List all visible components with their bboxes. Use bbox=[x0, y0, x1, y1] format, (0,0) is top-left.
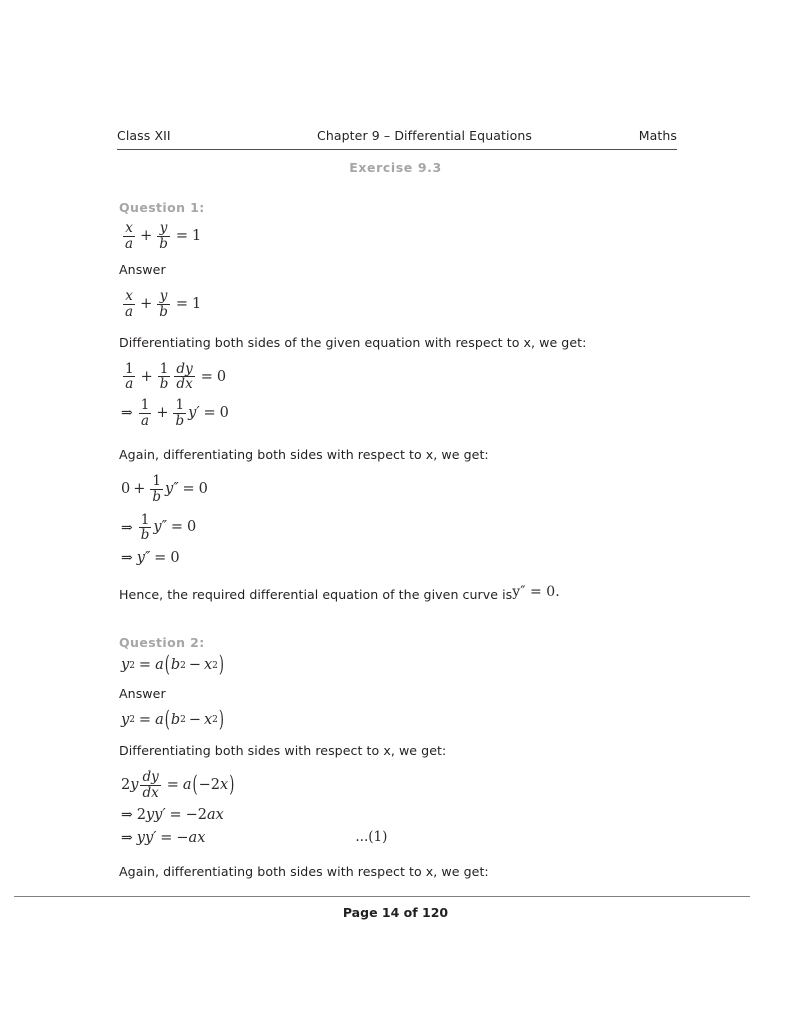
question-2-label: Question 2: bbox=[119, 635, 205, 651]
a-variable: a bbox=[182, 776, 192, 793]
number-zero: 0 bbox=[198, 481, 208, 498]
minus-sign: − bbox=[198, 776, 211, 793]
paren-open: ( bbox=[164, 652, 170, 679]
plus-sign: + bbox=[140, 227, 153, 244]
fraction-one-over-b: $\frac{1}{b}$ bbox=[140, 511, 150, 544]
question-2-step-2-text: Again, differentiating both sides with respect to x, we get: bbox=[119, 864, 489, 880]
prime-mark: ′ bbox=[162, 807, 166, 824]
paren-open: ( bbox=[164, 707, 170, 734]
a-variable: a bbox=[207, 807, 216, 824]
a-variable: a bbox=[188, 829, 198, 846]
a-variable: a bbox=[155, 657, 164, 674]
number-zero: 0 bbox=[216, 368, 227, 385]
question-1-step-1-text: Differentiating both sides of the given equation with respect to x, we get: bbox=[119, 334, 587, 350]
number-one: 1 bbox=[192, 296, 202, 313]
header-subject-label: Maths bbox=[638, 128, 677, 143]
fraction-x-over-a: $\frac{x}{a}$ bbox=[125, 220, 134, 252]
page-number-footer: Page 14 of 120 bbox=[342, 905, 449, 920]
equals-sign: = bbox=[138, 712, 152, 729]
fraction-dy-over-dx bbox=[174, 362, 194, 392]
number-one: 1 bbox=[192, 227, 202, 244]
question-1-restated-equation bbox=[121, 289, 679, 319]
y-variable: y bbox=[121, 657, 130, 674]
implies-arrow: ⇒ bbox=[121, 519, 133, 536]
question-1-equation-3 bbox=[121, 474, 679, 504]
equals-sign: = bbox=[160, 829, 173, 846]
fraction-y-over-b: $\frac{y}{b}$ bbox=[159, 288, 168, 320]
y-variable: y bbox=[145, 807, 155, 824]
plus-sign: + bbox=[156, 404, 169, 421]
question-1-conclusion-text: Hence, the required differential equation of the given curve is bbox=[119, 587, 513, 603]
a-variable: a bbox=[155, 712, 164, 729]
plus-sign: + bbox=[133, 481, 146, 498]
prime-mark: ′ bbox=[196, 404, 200, 421]
equals-sign: = bbox=[182, 481, 195, 498]
prime-mark: ′ bbox=[153, 829, 157, 846]
header-row bbox=[117, 128, 677, 143]
paren-close: ) bbox=[218, 652, 224, 679]
implies-arrow: ⇒ bbox=[121, 807, 133, 824]
dy-numerator: dy bbox=[142, 768, 159, 785]
number-zero: 0 bbox=[170, 549, 180, 566]
plus-sign: + bbox=[140, 368, 153, 385]
y-variable: y bbox=[144, 829, 154, 846]
y-variable: y bbox=[121, 712, 130, 729]
minus-sign: − bbox=[188, 657, 201, 674]
x-variable: x bbox=[203, 712, 213, 729]
paren-open: ( bbox=[192, 772, 198, 798]
y-variable: y bbox=[153, 519, 162, 536]
question-1-answer-label: Answer bbox=[119, 262, 166, 278]
y-variable: y bbox=[188, 404, 197, 421]
number-two: 2 bbox=[197, 807, 208, 824]
question-2-equation-2 bbox=[121, 808, 679, 823]
number-two: 2 bbox=[136, 807, 146, 824]
b-variable: b bbox=[170, 712, 181, 729]
y-variable: y bbox=[165, 481, 174, 498]
question-1-equation-2 bbox=[121, 398, 679, 428]
double-prime-mark: ″ bbox=[173, 481, 179, 498]
minus-sign: − bbox=[185, 807, 198, 824]
question-2-statement: y 2 = a ( b 2 − x 2 ) bbox=[121, 652, 224, 679]
page-header bbox=[117, 128, 677, 150]
equals-sign: = bbox=[166, 776, 179, 793]
question-2-restated-equation: y 2 = a ( b 2 − x 2 ) bbox=[121, 707, 224, 734]
equals-sign: = bbox=[138, 657, 152, 674]
x-variable: x bbox=[215, 807, 224, 824]
fraction-y-over-b: $\frac{y}{b}$ bbox=[159, 220, 168, 252]
paren-close: ) bbox=[229, 772, 235, 798]
x-variable: x bbox=[220, 776, 229, 793]
y-variable: y bbox=[136, 549, 145, 566]
equals-sign: = bbox=[175, 296, 189, 313]
fraction-one-over-b: $\frac{1}{b}$ bbox=[152, 473, 162, 505]
question-2-equation-1 bbox=[121, 770, 679, 800]
question-2-step-1-text: Differentiating both sides with respect to x, we get: bbox=[119, 742, 447, 758]
dy-numerator: dy bbox=[176, 360, 193, 377]
equation-tag-1: ...(1) bbox=[355, 829, 388, 846]
b-variable: b bbox=[170, 657, 181, 674]
fraction-one-over-a: $\frac{1}{a}$ bbox=[140, 396, 150, 429]
implies-arrow: ⇒ bbox=[121, 829, 133, 846]
footer-divider bbox=[14, 896, 750, 897]
equals-sign: = bbox=[170, 519, 183, 536]
question-block-1 bbox=[119, 200, 679, 605]
question-1-equation-1 bbox=[121, 362, 679, 392]
number-zero: 0 bbox=[186, 519, 197, 536]
y-variable: y bbox=[130, 776, 139, 793]
double-prime-mark: ″ bbox=[144, 549, 151, 566]
minus-sign: − bbox=[176, 829, 189, 846]
paren-close: ) bbox=[218, 707, 224, 734]
question-1-equation-5 bbox=[121, 551, 679, 566]
header-class-label: Class XII bbox=[117, 128, 171, 143]
question-2-equation-3-row bbox=[121, 831, 679, 846]
document-content bbox=[119, 200, 679, 881]
y-variable: y bbox=[136, 829, 145, 846]
implies-arrow: ⇒ bbox=[121, 549, 133, 566]
fraction-one-over-b: $\frac{1}{b}$ bbox=[159, 360, 169, 393]
question-1-statement bbox=[121, 221, 679, 251]
question-block-2 bbox=[119, 635, 679, 881]
equals-sign: = bbox=[175, 227, 189, 244]
question-1-conclusion bbox=[119, 585, 679, 605]
equals-sign: = bbox=[200, 368, 213, 385]
implies-arrow: ⇒ bbox=[121, 405, 133, 422]
header-chapter-title: Chapter 9 – Differential Equations bbox=[317, 128, 532, 143]
y-variable: y bbox=[154, 807, 163, 824]
question-1-label: Question 1: bbox=[119, 200, 205, 215]
number-zero: 0 bbox=[219, 404, 229, 421]
exercise-title: Exercise 9.3 bbox=[349, 160, 442, 175]
fraction-one-over-a: $\frac{1}{a}$ bbox=[125, 360, 134, 393]
minus-sign: − bbox=[188, 712, 201, 729]
plus-sign: + bbox=[140, 296, 153, 313]
number-two: 2 bbox=[210, 776, 221, 793]
x-variable: x bbox=[197, 829, 206, 846]
number-zero: 0 bbox=[121, 481, 131, 498]
fraction-dy-over-dx bbox=[140, 770, 160, 800]
equals-sign: = bbox=[203, 404, 216, 421]
question-2-equation-3 bbox=[121, 831, 205, 846]
equals-sign: = bbox=[169, 807, 182, 824]
fraction-one-over-b: $\frac{1}{b}$ bbox=[175, 396, 185, 429]
number-two: 2 bbox=[121, 776, 131, 793]
fraction-x-over-a: $\frac{x}{a}$ bbox=[125, 288, 134, 320]
x-variable: x bbox=[203, 657, 213, 674]
question-1-conclusion-math: y″ = 0. bbox=[512, 584, 560, 601]
question-2-answer-label: Answer bbox=[119, 685, 166, 701]
double-prime-mark: ″ bbox=[161, 519, 167, 536]
question-1-step-2-text: Again, differentiating both sides with respect to x, we get: bbox=[119, 447, 489, 463]
question-1-equation-4 bbox=[121, 513, 679, 543]
dx-denominator: dx bbox=[176, 376, 193, 393]
dx-denominator: dx bbox=[142, 784, 159, 801]
equals-sign: = bbox=[154, 549, 167, 566]
